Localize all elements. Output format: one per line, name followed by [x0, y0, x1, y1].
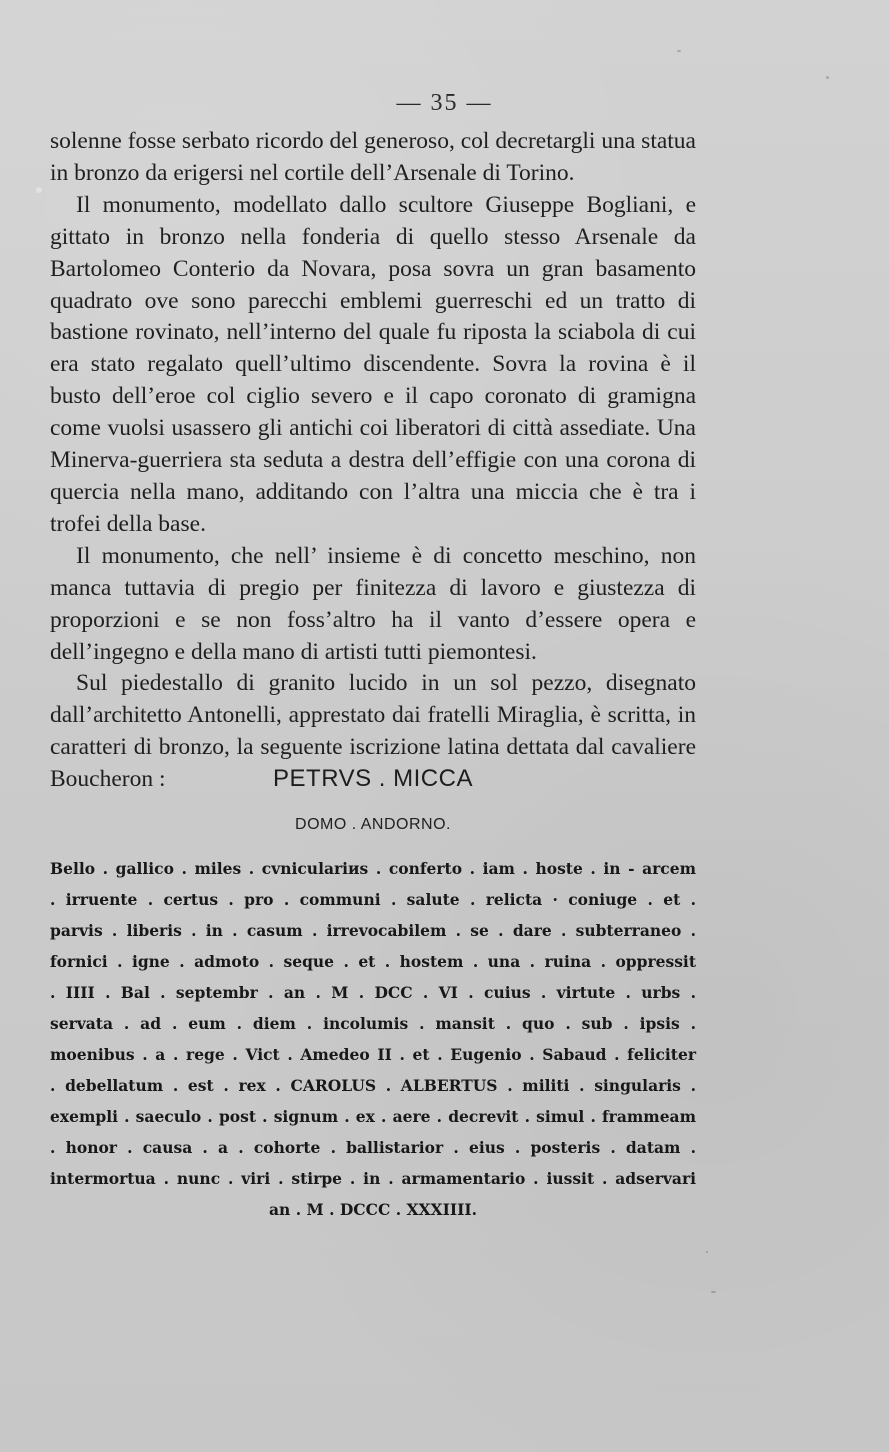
inscription-line: . honor . causa . a . cohorte . ballistarior . eius . posteris . datam .: [50, 1138, 696, 1157]
paper-speck: [711, 1291, 716, 1293]
page-number: — 35 —: [396, 90, 493, 116]
inscription-line: servata . ad . eum . diem . incolumis . mansit . quo . sub . ipsis .: [50, 1014, 696, 1033]
inscription-line: exempli . saeculo . post . signum . ex . aere . decrevit . simul . frammeam: [50, 1107, 696, 1126]
inscription-line: . debellatum . est . rex . CAROLUS . ALBERTUS . militi . singularis .: [50, 1076, 696, 1095]
paper-speck: [36, 187, 42, 193]
body-text: [50, 126, 696, 796]
inscription-subtitle: DOMO . ANDORNO.: [295, 816, 451, 833]
paragraph-1: solenne fosse serbato ricordo del generoso, col decretargli una statua in bronzo da erigersi nel cortile dell’Arsenale di Torino.: [50, 128, 696, 186]
inscription-line: fornici . igne . admoto . seque . et . hostem . una . ruina . oppressit: [50, 952, 696, 971]
inscription-line: moenibus . a . rege . Vict . Amedeo II . et . Eugenio . Sabaud . feliciter: [50, 1045, 696, 1064]
paragraph-4: Sul piedestallo di granito lucido in un sol pezzo, disegnato dall’architetto Antonelli, apprestato dai fratelli Miraglia, è scritta, in caratteri di bronzo, la seguente iscrizione latina dettata dal cavaliere Boucheron :: [50, 670, 696, 793]
paper-speck: [706, 1251, 708, 1253]
inscription-line: an . M . DCCC . XXXIIII.: [269, 1200, 477, 1219]
inscription-line: intermortua . nunc . viri . stirpe . in . armamentario . iussit . adservari: [50, 1169, 696, 1188]
inscription-title: PETRVS . MICCA: [273, 765, 473, 792]
paper-speck: [677, 50, 681, 52]
paragraph-3: Il monumento, che nell’ insieme è di concetto meschino, non manca tuttavia di pregio per finitezza di lavoro e giustezza di proporzioni e se non foss’altro ha il vanto d’essere opera e dell’ingegno e della mano di artisti tutti piemontesi.: [50, 542, 696, 665]
inscription-line: Bello . gallico . miles . cvniculariиs . conferto . iam . hoste . in - arcem: [50, 859, 696, 878]
paragraph-2: Il monumento, modellato dallo scultore Giuseppe Bogliani, e gittato in bronzo nella fonderia di quello stesso Arsenale da Bartolomeo Conterio da Novara, posa sovra un gran basamento quadrato ove sono parecchi emblemi guerreschi ed un tratto di bastione rovinato, nell’interno del quale fu riposta la sciabola di cui era stato regalato quell’ultimo discendente. Sovra la rovina è il busto dell’eroe col ciglio severo e il capo coronato di gramigna come vuolsi usassero gli antichi coi liberatori di città assediate. Una Minerva-guerriera sta seduta a destra dell’effigie con una corona di quercia nella mano, additando con l’altra una miccia che è tra i trofei della base.: [50, 191, 696, 537]
inscription-text: [50, 853, 696, 1225]
inscription-line: parvis . liberis . in . casum . irrevocabilem . se . dare . subterraneo .: [50, 921, 696, 940]
inscription-line: . irruente . certus . pro . communi . salute . relicta · coniuge . et .: [50, 890, 696, 909]
inscription-line: . IIII . Bal . septembr . an . M . DCC . VI . cuius . virtute . urbs .: [50, 983, 696, 1002]
paper-speck: [826, 76, 829, 79]
